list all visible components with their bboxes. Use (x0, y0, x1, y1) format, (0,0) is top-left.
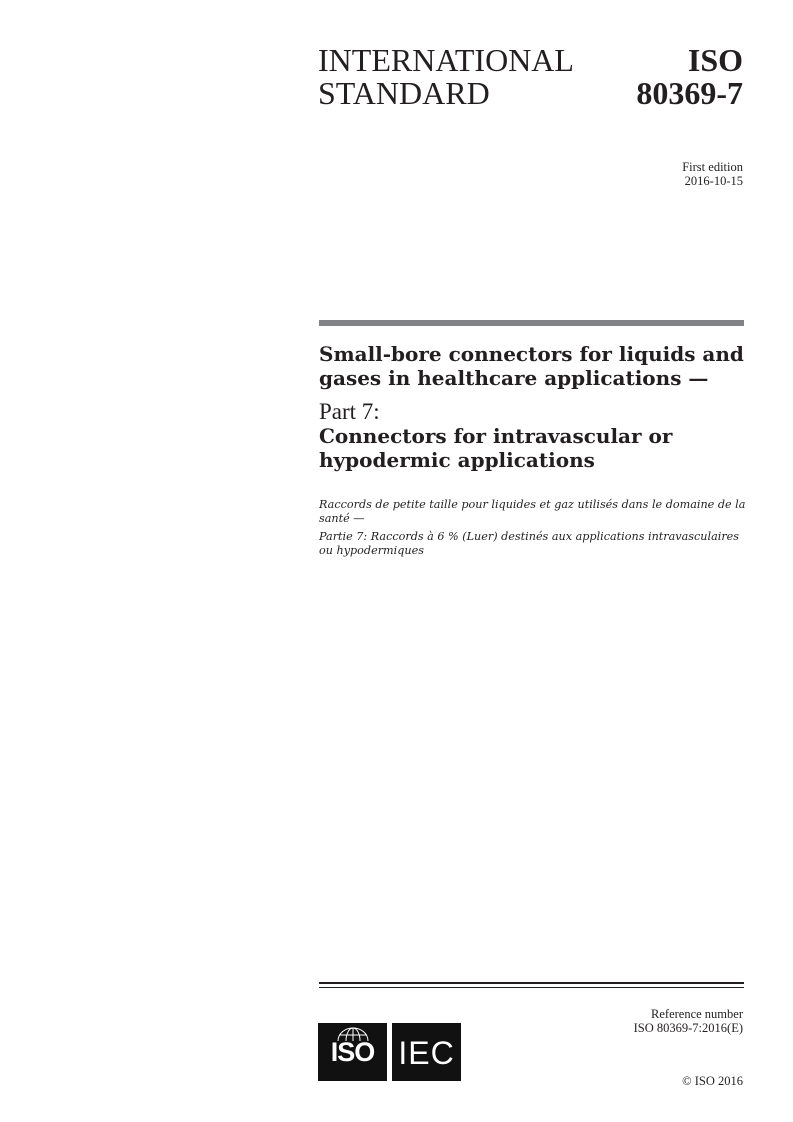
standard-number: 80369-7 (636, 75, 743, 111)
edition-date: 2016-10-15 (684, 174, 743, 188)
document-type-line-1: INTERNATIONAL (318, 42, 574, 78)
iso-logo (318, 1023, 387, 1081)
main-title: Small-bore connectors for liquids and gases in healthcare applications — (319, 342, 744, 390)
title-divider (319, 320, 744, 326)
iec-logo (392, 1023, 461, 1081)
reference-number-label: Reference number (651, 1007, 743, 1021)
reference-number-block (634, 1007, 743, 1035)
logos (318, 1023, 461, 1081)
standard-org: ISO (687, 42, 743, 78)
title-block (319, 342, 749, 472)
french-main-title: Raccords de petite taille pour liquides et gaz utilisés dans le domaine de la santé — (319, 498, 746, 525)
standard-designation (636, 44, 743, 110)
footer-divider (319, 982, 744, 988)
part-number: Part 7: (319, 399, 380, 424)
reference-number-value: ISO 80369-7:2016(E) (633, 1021, 743, 1035)
iso-logo-text: ISO (330, 1037, 375, 1067)
document-type (318, 44, 574, 110)
french-title-block (319, 498, 749, 562)
document-type-line-2: STANDARD (318, 75, 490, 111)
french-part-title: Partie 7: Raccords à 6 % (Luer) destinés aux applications intravasculaires ou hypodermiques (319, 530, 740, 557)
iec-logo-text: IEC (398, 1035, 455, 1071)
edition-info (682, 160, 743, 188)
part-title: Connectors for intravascular or hypodermic applications (319, 424, 673, 472)
edition-label: First edition (682, 160, 743, 174)
copyright: © ISO 2016 (682, 1074, 743, 1088)
